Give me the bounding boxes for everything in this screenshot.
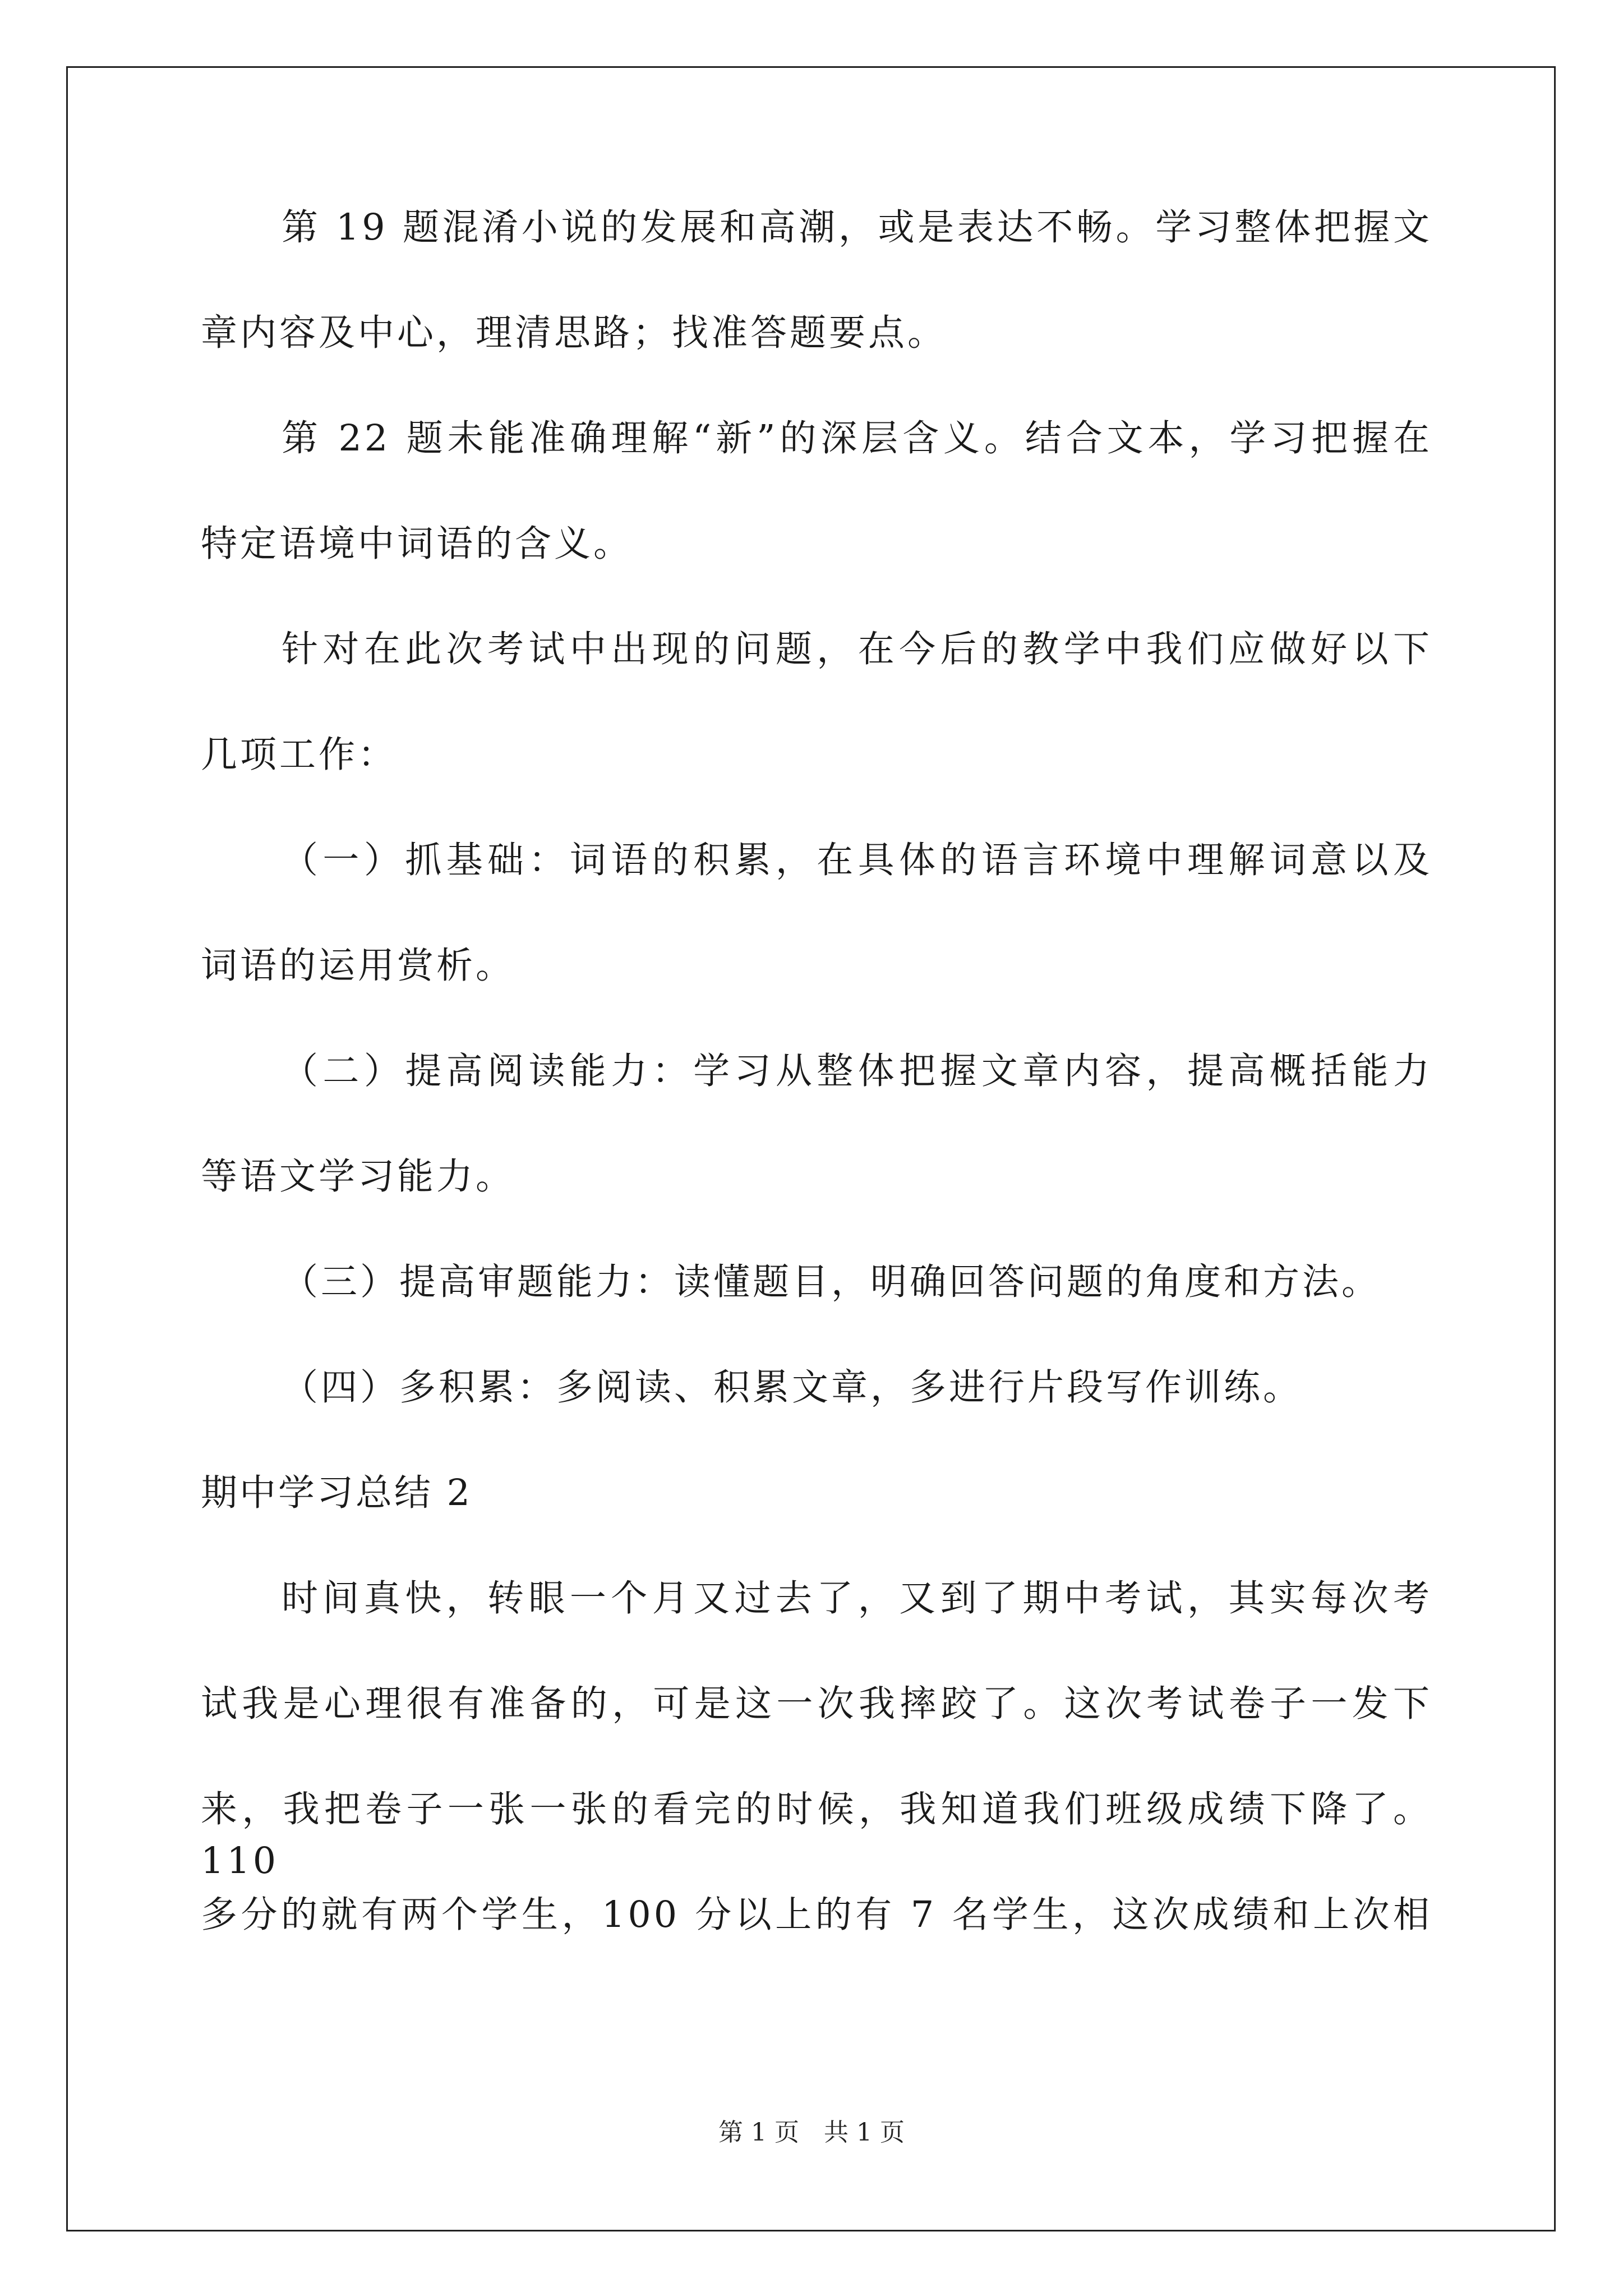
text-line: 针对在此次考试中出现的问题，在今后的教学中我们应做好以下: [282, 628, 1432, 670]
text-line: 特定语境中词语的含义。: [201, 523, 633, 565]
text-line: （三）提高审题能力：读懂题目，明确回答问题的角度和方法。: [282, 1261, 1381, 1303]
text-line: 几项工作：: [201, 734, 398, 776]
text-line: 来，我把卷子一张一张的看完的时候，我知道我们班级成绩下降了。110: [201, 1788, 1432, 1882]
text-line: （四）多积累：多阅读、积累文章，多进行片段写作训练。: [282, 1366, 1303, 1409]
section-heading: 期中学习总结 2: [201, 1472, 473, 1514]
text-line: 第 22 题未能准确理解“新”的深层含义。结合文本，学习把握在: [282, 417, 1432, 459]
text-line: （二）提高阅读能力：学习从整体把握文章内容，提高概括能力: [282, 1050, 1432, 1092]
document-body: [201, 202, 1432, 1995]
text-line: 等语文学习能力。: [201, 1156, 515, 1198]
text-line: 多分的就有两个学生，100 分以上的有 7 名学生，这次成绩和上次相: [201, 1894, 1432, 1936]
text-line: 试我是心理很有准备的，可是这一次我摔跤了。这次考试卷子一发下: [201, 1683, 1432, 1725]
text-line: （一）抓基础：词语的积累，在具体的语言环境中理解词意以及: [282, 839, 1432, 881]
text-line: 第 19 题混淆小说的发展和高潮，或是表达不畅。学习整体把握文: [282, 206, 1432, 249]
page-footer: 第 1 页 共 1 页: [718, 2118, 905, 2147]
text-line: 章内容及中心，理清思路；找准答题要点。: [201, 312, 947, 354]
text-line: 时间真快，转眼一个月又过去了，又到了期中考试，其实每次考: [282, 1577, 1432, 1619]
text-line: 词语的运用赏析。: [201, 945, 515, 987]
